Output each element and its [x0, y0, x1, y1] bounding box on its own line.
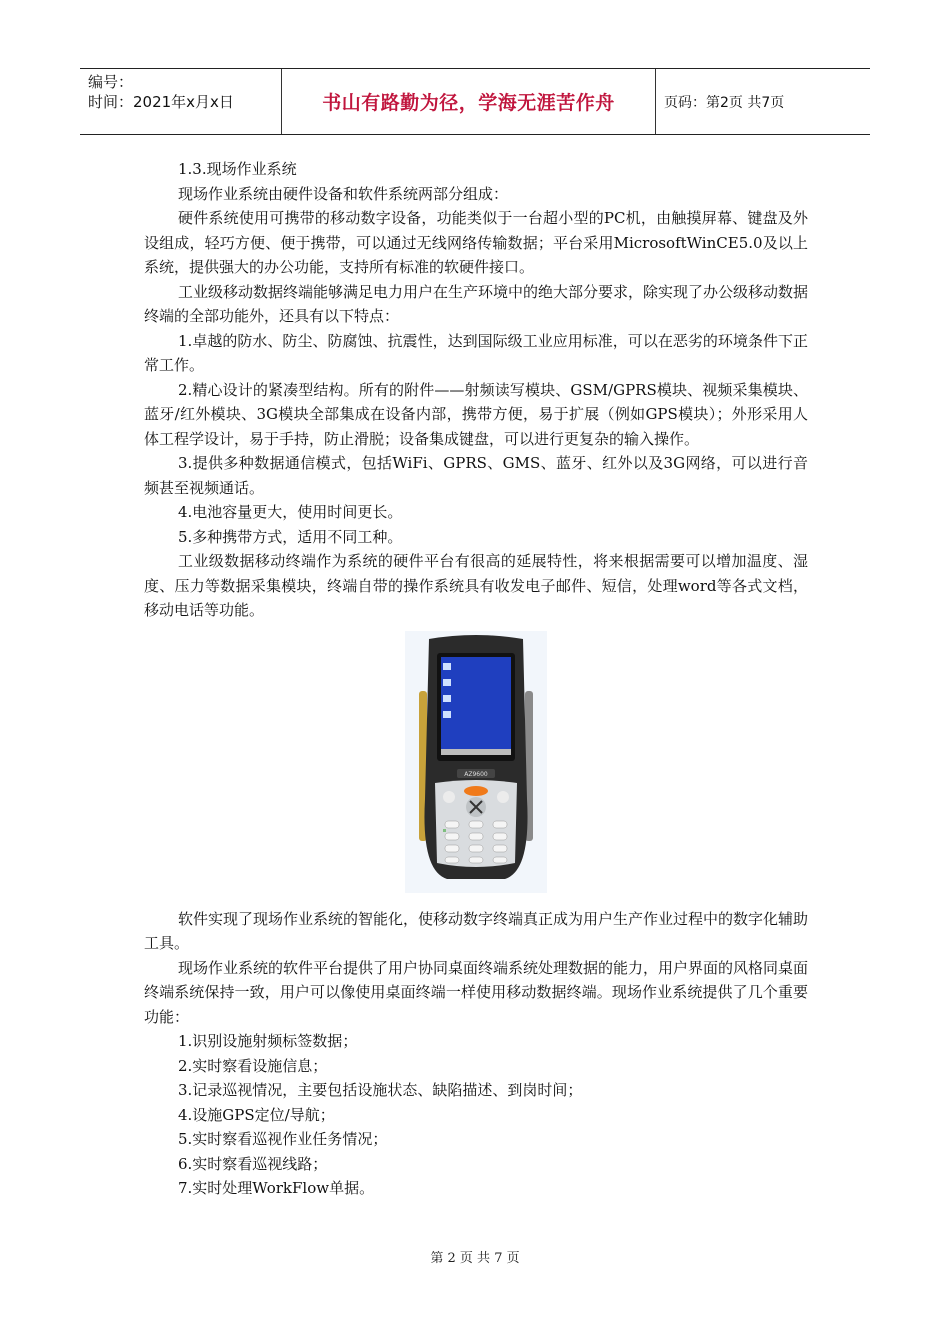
serial-label: 编号： [88, 73, 134, 91]
document-body [144, 157, 808, 1201]
mobile-terminal-icon [405, 631, 547, 893]
feature-item: 4.设施GPS定位/导航； [178, 1105, 335, 1124]
paragraph: 5.多种携带方式，适用不同工种。 [178, 527, 403, 546]
date-label: 时间：2021年x月x日 [88, 93, 234, 111]
feature-item: 1.识别设施射频标签数据； [178, 1032, 358, 1050]
feature-item: 3.记录巡视情况，主要包括设施状态、缺陷描述、到岗时间； [178, 1081, 583, 1099]
paragraph: 软件实现了现场作业系统的智能化，使移动数字终端真正成为用户生产作业过程中的数字化辅助工具。 [144, 909, 809, 952]
paragraph: 4.电池容量更大，使用时间更长。 [178, 503, 403, 521]
feature-item: 5.实时察看巡视作业任务情况； [178, 1130, 388, 1148]
paragraph: 现场作业系统的软件平台提供了用户协同桌面终端系统处理数据的能力，用户界面的风格同桌面终端系统保持一致，用户可以像使用桌面终端一样使用移动数据终端。现场作业系统提供了几个重要功能： [144, 958, 809, 1026]
header-info-cell [80, 69, 282, 134]
header-table [80, 68, 870, 135]
paragraph: 硬件系统使用可携带的移动数字设备，功能类似于一台超小型的PC机，由触摸屏幕、键盘及外设组成，轻巧方便、便于携带，可以通过无线网络传输数据；平台采用MicrosoftWinCE5.0及以上系统，提供强大的办公功能，支持所有标准的软硬件接口。 [144, 209, 808, 276]
paragraph: 1.卓越的防水、防尘、防腐蚀、抗震性，达到国际级工业应用标准，可以在恶劣的环境条件下正常工作。 [144, 331, 808, 374]
paragraph: 2.精心设计的紧凑型结构。所有的附件——射频读写模块、GSM/GPRS模块、视频采集模块、蓝牙/红外模块、3G模块全部集成在设备内部，携带方便，易于扩展（例如GPS模块）；外形采用人体工程学设计，易于手持，防止滑脱；设备集成键盘，可以进行更复杂的输入操作。 [144, 380, 808, 448]
feature-item: 6.实时察看巡视线路； [178, 1154, 328, 1173]
motto-text: 书山有路勤为径，学海无涯苦作舟 [322, 92, 615, 114]
paragraph: 3.提供多种数据通信模式，包括WiFi、GPRS、GMS、蓝牙、红外以及3G网络，可以进行音频甚至视频通话。 [144, 454, 808, 497]
section-title: 1.3.现场作业系统 [178, 160, 297, 178]
feature-item: 2.实时察看设施信息； [178, 1056, 328, 1075]
header-page-cell [656, 69, 870, 134]
feature-item: 7.实时处理WorkFlow单据。 [178, 1179, 375, 1197]
paragraph: 工业级数据移动终端作为系统的硬件平台有很高的延展特性，将来根据需要可以增加温度、湿度、压力等数据采集模块，终端自带的操作系统具有收发电子邮件、短信，处理word等各式文档，移动电话等功能。 [144, 552, 808, 619]
mobile-terminal-image [405, 631, 547, 893]
paragraph: 现场作业系统由硬件设备和软件系统两部分组成： [178, 184, 509, 203]
page-info: 页码：第2页 共7页 [664, 94, 785, 111]
page-footer: 第 2 页 共 7 页 [430, 1251, 520, 1266]
paragraph: 工业级移动数据终端能够满足电力用户在生产环境中的绝大部分要求，除实现了办公级移动数据终端的全部功能外，还具有以下特点： [144, 282, 809, 325]
header-motto-cell [282, 69, 656, 134]
device-model-label: AZ9600 [464, 770, 488, 778]
